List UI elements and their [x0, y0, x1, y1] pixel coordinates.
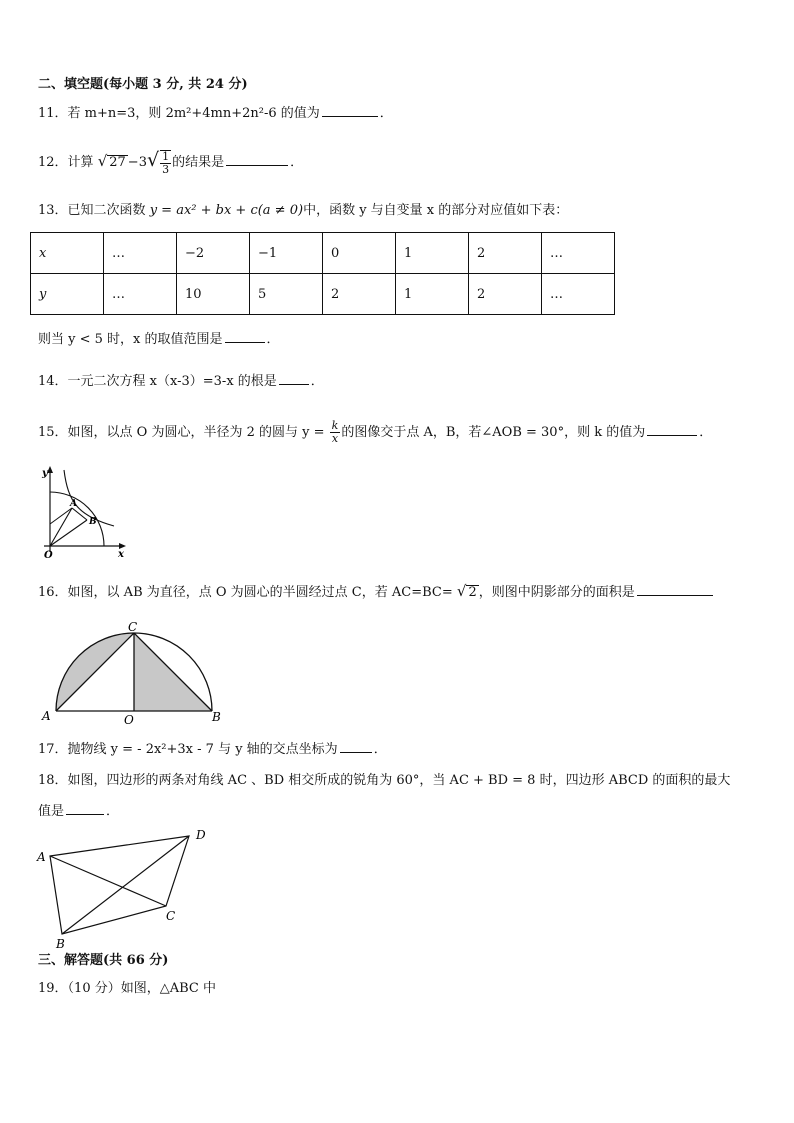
question-18-cont	[38, 802, 119, 821]
q18-text-cont: 值是	[38, 804, 65, 819]
table-cell: …	[104, 274, 177, 315]
q13-rest: 中，函数 y 与自变量 x 的部分对应值如下表：	[303, 203, 569, 218]
answer-blank[interactable]	[225, 330, 265, 343]
answer-blank[interactable]	[66, 802, 104, 815]
question-17	[38, 740, 387, 759]
q18-text: 18．如图，四边形的两条对角线 AC 、BD 相交所成的锐角为 60°，当 AC + BD = 8 时，四边形 ABCD 的面积的最大	[38, 773, 731, 788]
q16-text: 16．如图，以 AB 为直径，点 O 为圆心的半圆经过点 C，若 AC=BC=	[38, 585, 457, 600]
q12-radicand: 27	[109, 155, 126, 170]
label-b: B	[212, 710, 221, 724]
helper-line	[50, 508, 72, 524]
q16-radicand: 2	[468, 585, 477, 600]
q15-rest: 的图像交于点 A，B，若∠AOB = 30°，则 k 的值为	[341, 425, 646, 440]
table-cell: y	[31, 274, 104, 315]
table-cell: …	[542, 274, 615, 315]
q13-ask-text: 则当 y < 5 时，x 的取值范围是	[38, 332, 223, 347]
label-c: C	[166, 909, 176, 923]
label-b: B	[89, 517, 97, 527]
q12-end: ．	[290, 155, 304, 170]
table-cell: 2	[323, 274, 396, 315]
q16-figure	[40, 618, 230, 728]
q17-text: 17．抛物线 y = - 2x²+3x - 7 与 y 轴的交点坐标为	[38, 742, 338, 757]
segment-ab	[72, 508, 87, 520]
frac-denominator: x	[331, 432, 339, 445]
label-y: y	[42, 468, 48, 479]
q15-text: 15．如图，以点 O 为圆心，半径为 2 的圆与 y =	[38, 425, 329, 440]
table-cell: …	[542, 233, 615, 274]
label-a: A	[37, 850, 46, 864]
table-cell: 1	[396, 233, 469, 274]
q13-text: 13．已知二次函数	[38, 203, 150, 218]
q13-function: y = ax² + bx + c(a ≠ 0)	[149, 203, 304, 218]
question-14	[38, 372, 324, 391]
section-title-solutions: 三、解答题(共 66 分)	[38, 953, 169, 968]
q13-end: ．	[266, 332, 280, 347]
table-cell: 2	[469, 233, 542, 274]
label-x: x	[118, 549, 124, 560]
label-d: D	[196, 828, 206, 842]
q16-rest: ，则图中阴影部分的面积是	[478, 585, 635, 600]
value-table	[30, 232, 615, 315]
table-cell: −1	[250, 233, 323, 274]
q11-text: 11．若 m+n=3，则 2m²+4mn+2n²-6 的值为	[38, 106, 320, 121]
q18-end: ．	[106, 804, 120, 819]
segment-ob	[50, 520, 87, 546]
question-13	[38, 202, 568, 220]
answer-blank[interactable]	[226, 153, 288, 166]
table-cell: 1	[396, 274, 469, 315]
label-b: B	[56, 937, 65, 951]
q11-end: ．	[379, 106, 393, 121]
question-15	[38, 420, 712, 446]
q19-text: 19．（10 分）如图，△ABC 中	[38, 981, 216, 996]
answer-blank[interactable]	[340, 740, 372, 753]
table-cell: 2	[469, 274, 542, 315]
q18-figure	[34, 826, 224, 950]
question-16: 16．如图，以 AB 为直径，点 O 为圆心的半圆经过点 C，若 AC=BC= √ 2 ，则图中阴影部分的面积是	[38, 580, 715, 604]
table-cell: 10	[177, 274, 250, 315]
q15-figure	[34, 462, 134, 562]
frac-numerator: 1	[162, 149, 170, 163]
answer-blank[interactable]	[279, 372, 309, 385]
label-a: A	[42, 709, 51, 723]
q14-end: ．	[310, 374, 324, 389]
table-cell: −2	[177, 233, 250, 274]
label-o: O	[124, 713, 134, 727]
question-19	[38, 980, 216, 998]
question-12: 12．计算 √ 27 −3√ $\frac{1}{3}$ 的结果是 ．	[38, 149, 304, 176]
table-row	[31, 274, 615, 315]
q17-end: ．	[373, 742, 387, 757]
question-13-ask	[38, 330, 280, 349]
q12-result-text: 的结果是	[172, 155, 225, 170]
label-a: A	[70, 499, 77, 509]
table-cell: 5	[250, 274, 323, 315]
answer-blank[interactable]	[647, 423, 697, 436]
table-cell: 0	[323, 233, 396, 274]
y-axis-arrow	[47, 466, 53, 473]
table-cell: x	[31, 233, 104, 274]
q15-fraction	[330, 420, 341, 445]
table-cell: …	[104, 233, 177, 274]
q12-fraction	[160, 150, 171, 176]
q14-text: 14．一元二次方程 x（x-3）=3-x 的根是	[38, 374, 277, 389]
segment-oa	[50, 508, 72, 546]
question-18	[38, 772, 730, 790]
q15-end: ．	[699, 425, 713, 440]
question-11	[38, 104, 393, 123]
label-c: C	[128, 620, 138, 634]
answer-blank[interactable]	[637, 583, 713, 596]
frac-denominator: 3	[162, 162, 170, 176]
frac-numerator: k	[331, 419, 339, 432]
q12-text: 12．计算	[38, 155, 98, 170]
q12-minus-three: −3	[127, 155, 147, 170]
answer-blank[interactable]	[322, 104, 378, 117]
table-row	[31, 233, 615, 274]
label-o: O	[44, 550, 53, 561]
section-title-fill-in: 二、填空题(每小题 3 分, 共 24 分)	[38, 77, 248, 92]
